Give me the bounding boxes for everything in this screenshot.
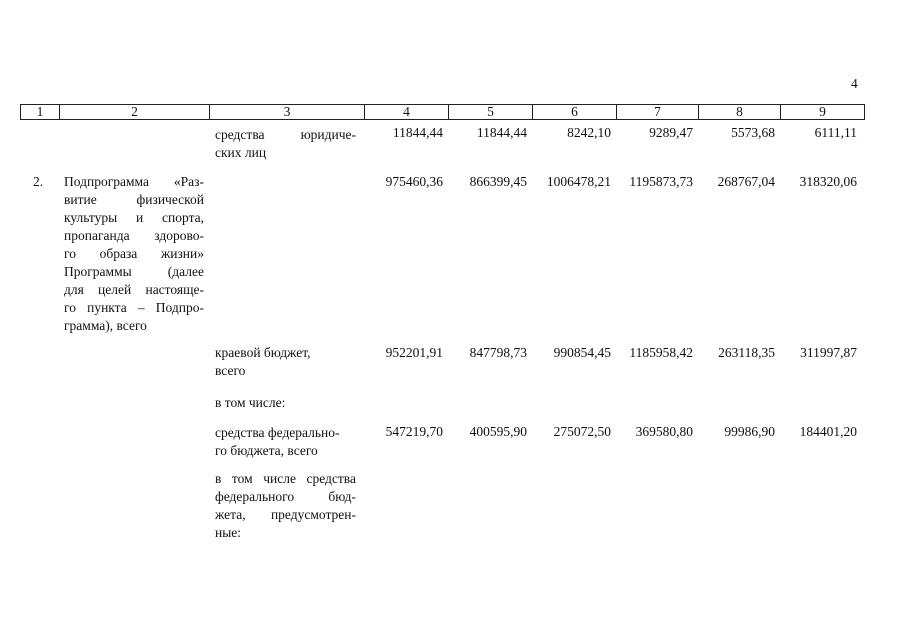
text-line: витие физической	[64, 192, 204, 207]
row-index: 2.	[33, 174, 44, 189]
value-cell: 369580,80	[635, 424, 693, 439]
header-cell-8: 8	[698, 105, 780, 119]
text-line: ные:	[215, 525, 242, 540]
subprogram-name-cell	[64, 173, 204, 335]
value-cell: 99986,90	[724, 424, 775, 439]
page-number: 4	[851, 76, 858, 91]
text-line: пропаганда здорово-	[64, 228, 204, 243]
text-line: средства юридиче-	[215, 127, 356, 142]
funding-source-cell	[215, 344, 356, 380]
funding-source-cell	[215, 424, 356, 460]
value-cell: 8242,10	[567, 125, 611, 140]
value-cell: 6111,11	[814, 125, 857, 140]
value-cell: 400595,90	[469, 424, 527, 439]
funding-source-cell	[215, 394, 356, 412]
text-line: ских лиц	[215, 145, 267, 160]
value-cell: 847798,73	[469, 345, 527, 360]
value-cell: 547219,70	[385, 424, 443, 439]
value-cell: 9289,47	[649, 125, 693, 140]
value-cell: 184401,20	[799, 424, 857, 439]
table-header-row	[20, 104, 865, 120]
value-cell: 268767,04	[717, 174, 775, 189]
value-cell: 311997,87	[800, 345, 857, 360]
value-cell: 1006478,21	[546, 174, 611, 189]
text-line: всего	[215, 363, 246, 378]
text-line: для целей настояще-	[64, 282, 204, 297]
funding-source-cell	[215, 126, 356, 162]
text-line: средства федерально-	[215, 425, 340, 440]
value-cell: 318320,06	[799, 174, 857, 189]
text-line: го пункта – Подпро-	[64, 300, 204, 315]
text-line: го образа жизни»	[64, 246, 204, 261]
header-cell-6: 6	[532, 105, 616, 119]
value-cell: 990854,45	[553, 345, 611, 360]
value-cell: 1185958,42	[629, 345, 693, 360]
text-line: го бюджета, всего	[215, 443, 318, 458]
text-line: в том числе:	[215, 395, 286, 410]
value-cell: 263118,35	[718, 345, 775, 360]
text-line: Программы (далее	[64, 264, 204, 279]
text-line: жета, предусмотрен-	[215, 507, 356, 522]
header-cell-2: 2	[59, 105, 209, 119]
funding-source-cell	[215, 470, 356, 542]
value-cell: 11844,44	[392, 125, 443, 140]
text-line: культуры и спорта,	[64, 210, 204, 225]
header-cell-4: 4	[364, 105, 448, 119]
value-cell: 975460,36	[385, 174, 443, 189]
value-cell: 275072,50	[553, 424, 611, 439]
value-cell: 866399,45	[469, 174, 527, 189]
header-cell-3: 3	[209, 105, 364, 119]
text-line: в том числе средства	[215, 471, 356, 486]
text-line: Подпрограмма «Раз-	[64, 174, 204, 189]
text-line: федерального бюд-	[215, 489, 356, 504]
text-line: грамма), всего	[64, 318, 147, 333]
header-cell-7: 7	[616, 105, 698, 119]
header-cell-5: 5	[448, 105, 532, 119]
value-cell: 1195873,73	[629, 174, 693, 189]
value-cell: 5573,68	[731, 125, 775, 140]
value-cell: 952201,91	[385, 345, 443, 360]
text-line: краевой бюджет,	[215, 345, 311, 360]
value-cell: 11844,44	[476, 125, 527, 140]
header-cell-9: 9	[780, 105, 864, 119]
header-cell-1: 1	[36, 104, 44, 119]
